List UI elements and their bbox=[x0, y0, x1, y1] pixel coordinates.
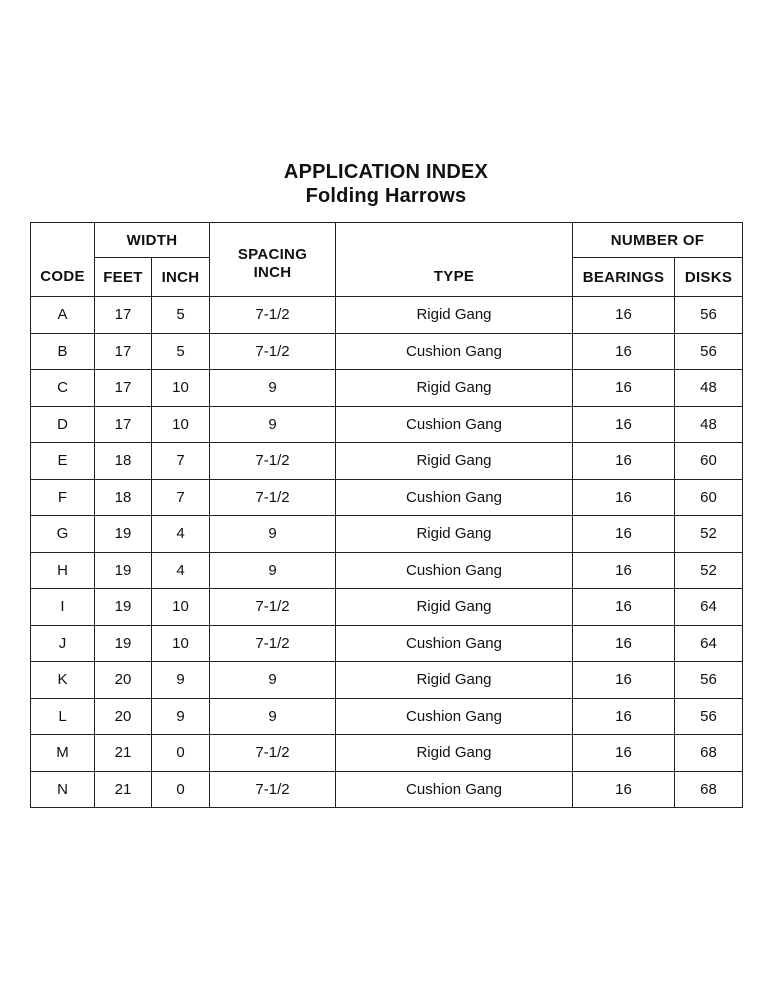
cell-spacing: 7-1/2 bbox=[210, 479, 336, 516]
cell-bearings: 16 bbox=[573, 552, 675, 589]
table-row bbox=[31, 516, 743, 553]
cell-type: Rigid Gang bbox=[336, 735, 573, 772]
cell-code: I bbox=[31, 589, 95, 626]
title-block bbox=[0, 160, 772, 208]
table-row bbox=[31, 370, 743, 407]
cell-code: D bbox=[31, 406, 95, 443]
table-row bbox=[31, 625, 743, 662]
cell-inch: 0 bbox=[152, 771, 210, 808]
cell-bearings: 16 bbox=[573, 370, 675, 407]
cell-spacing: 7-1/2 bbox=[210, 735, 336, 772]
cell-inch: 9 bbox=[152, 662, 210, 699]
header-width: WIDTH bbox=[95, 223, 210, 258]
table-row bbox=[31, 479, 743, 516]
cell-inch: 10 bbox=[152, 625, 210, 662]
cell-disks: 64 bbox=[675, 625, 743, 662]
cell-code: A bbox=[31, 297, 95, 334]
cell-code: L bbox=[31, 698, 95, 735]
table-row bbox=[31, 662, 743, 699]
page-subtitle: Folding Harrows bbox=[305, 185, 467, 207]
cell-code: J bbox=[31, 625, 95, 662]
cell-code: M bbox=[31, 735, 95, 772]
cell-spacing: 9 bbox=[210, 662, 336, 699]
cell-feet: 17 bbox=[95, 297, 152, 334]
cell-code: F bbox=[31, 479, 95, 516]
cell-feet: 18 bbox=[95, 443, 152, 480]
cell-feet: 17 bbox=[95, 406, 152, 443]
table-row bbox=[31, 297, 743, 334]
cell-feet: 21 bbox=[95, 771, 152, 808]
header-number-of: NUMBER OF bbox=[573, 223, 743, 258]
cell-code: E bbox=[31, 443, 95, 480]
cell-feet: 20 bbox=[95, 698, 152, 735]
cell-bearings: 16 bbox=[573, 589, 675, 626]
cell-spacing: 7-1/2 bbox=[210, 625, 336, 662]
cell-bearings: 16 bbox=[573, 625, 675, 662]
cell-disks: 60 bbox=[675, 443, 743, 480]
cell-inch: 7 bbox=[152, 443, 210, 480]
cell-spacing: 7-1/2 bbox=[210, 333, 336, 370]
header-disks: DISKS bbox=[675, 258, 743, 297]
cell-inch: 4 bbox=[152, 552, 210, 589]
cell-disks: 52 bbox=[675, 552, 743, 589]
cell-type: Cushion Gang bbox=[336, 479, 573, 516]
table-row bbox=[31, 552, 743, 589]
header-spacing-inch bbox=[210, 223, 336, 297]
cell-bearings: 16 bbox=[573, 735, 675, 772]
cell-inch: 7 bbox=[152, 479, 210, 516]
cell-code: G bbox=[31, 516, 95, 553]
table-row bbox=[31, 333, 743, 370]
cell-type: Rigid Gang bbox=[336, 516, 573, 553]
table-row bbox=[31, 698, 743, 735]
cell-feet: 19 bbox=[95, 625, 152, 662]
cell-disks: 48 bbox=[675, 370, 743, 407]
cell-bearings: 16 bbox=[573, 333, 675, 370]
cell-bearings: 16 bbox=[573, 662, 675, 699]
cell-feet: 19 bbox=[95, 516, 152, 553]
table-row bbox=[31, 771, 743, 808]
cell-spacing: 7-1/2 bbox=[210, 297, 336, 334]
header-feet: FEET bbox=[95, 258, 152, 297]
cell-inch: 10 bbox=[152, 406, 210, 443]
cell-bearings: 16 bbox=[573, 297, 675, 334]
header-inch: INCH bbox=[152, 258, 210, 297]
cell-disks: 56 bbox=[675, 662, 743, 699]
cell-type: Cushion Gang bbox=[336, 552, 573, 589]
cell-code: B bbox=[31, 333, 95, 370]
cell-feet: 20 bbox=[95, 662, 152, 699]
cell-spacing: 7-1/2 bbox=[210, 443, 336, 480]
cell-inch: 10 bbox=[152, 589, 210, 626]
cell-inch: 5 bbox=[152, 333, 210, 370]
cell-feet: 17 bbox=[95, 333, 152, 370]
cell-type: Cushion Gang bbox=[336, 406, 573, 443]
cell-disks: 48 bbox=[675, 406, 743, 443]
cell-disks: 56 bbox=[675, 698, 743, 735]
cell-inch: 5 bbox=[152, 297, 210, 334]
cell-type: Cushion Gang bbox=[336, 771, 573, 808]
cell-code: C bbox=[31, 370, 95, 407]
cell-type: Cushion Gang bbox=[336, 333, 573, 370]
cell-disks: 68 bbox=[675, 771, 743, 808]
cell-inch: 4 bbox=[152, 516, 210, 553]
cell-type: Rigid Gang bbox=[336, 662, 573, 699]
cell-type: Rigid Gang bbox=[336, 370, 573, 407]
header-type: TYPE bbox=[336, 223, 573, 297]
cell-code: K bbox=[31, 662, 95, 699]
header-row-top bbox=[31, 223, 743, 258]
table-row bbox=[31, 443, 743, 480]
cell-type: Rigid Gang bbox=[336, 443, 573, 480]
cell-bearings: 16 bbox=[573, 479, 675, 516]
cell-disks: 52 bbox=[675, 516, 743, 553]
cell-disks: 68 bbox=[675, 735, 743, 772]
cell-spacing: 9 bbox=[210, 370, 336, 407]
cell-disks: 60 bbox=[675, 479, 743, 516]
cell-disks: 56 bbox=[675, 297, 743, 334]
cell-bearings: 16 bbox=[573, 698, 675, 735]
application-index-table bbox=[30, 222, 743, 808]
header-spacing-inch-label: SPACING INCH bbox=[237, 245, 308, 281]
cell-inch: 0 bbox=[152, 735, 210, 772]
cell-bearings: 16 bbox=[573, 443, 675, 480]
cell-type: Rigid Gang bbox=[336, 589, 573, 626]
table-row bbox=[31, 406, 743, 443]
cell-inch: 9 bbox=[152, 698, 210, 735]
cell-code: H bbox=[31, 552, 95, 589]
cell-spacing: 9 bbox=[210, 516, 336, 553]
page-title: APPLICATION INDEX bbox=[283, 161, 489, 183]
cell-feet: 18 bbox=[95, 479, 152, 516]
cell-bearings: 16 bbox=[573, 516, 675, 553]
cell-type: Rigid Gang bbox=[336, 297, 573, 334]
cell-spacing: 9 bbox=[210, 406, 336, 443]
cell-type: Cushion Gang bbox=[336, 625, 573, 662]
cell-spacing: 7-1/2 bbox=[210, 589, 336, 626]
cell-feet: 19 bbox=[95, 552, 152, 589]
cell-type: Cushion Gang bbox=[336, 698, 573, 735]
cell-inch: 10 bbox=[152, 370, 210, 407]
cell-code: N bbox=[31, 771, 95, 808]
header-code: CODE bbox=[31, 223, 95, 297]
cell-feet: 17 bbox=[95, 370, 152, 407]
cell-bearings: 16 bbox=[573, 771, 675, 808]
cell-feet: 21 bbox=[95, 735, 152, 772]
cell-feet: 19 bbox=[95, 589, 152, 626]
table-row bbox=[31, 735, 743, 772]
cell-bearings: 16 bbox=[573, 406, 675, 443]
table-row bbox=[31, 589, 743, 626]
cell-spacing: 9 bbox=[210, 698, 336, 735]
header-bearings: BEARINGS bbox=[573, 258, 675, 297]
table-body bbox=[31, 297, 743, 808]
cell-disks: 56 bbox=[675, 333, 743, 370]
cell-spacing: 7-1/2 bbox=[210, 771, 336, 808]
cell-disks: 64 bbox=[675, 589, 743, 626]
cell-spacing: 9 bbox=[210, 552, 336, 589]
